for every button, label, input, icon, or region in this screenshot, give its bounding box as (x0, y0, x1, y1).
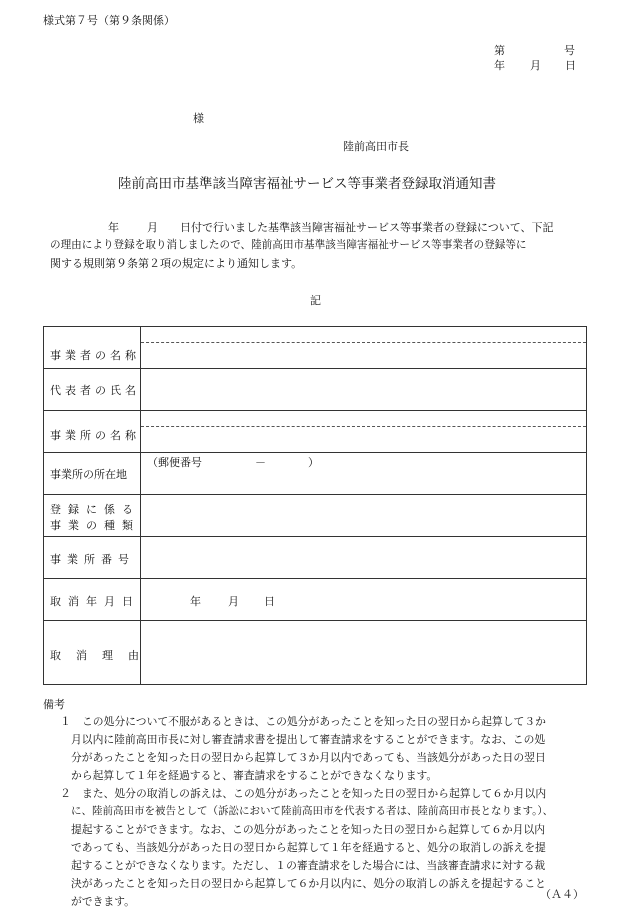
table-row (44, 621, 587, 685)
torikeshi-day-label: 日 (264, 595, 275, 608)
value-jigyousho-number (141, 537, 587, 579)
date-year-label: 年 (494, 59, 505, 72)
issuer-name: 陸前高田市長 (343, 140, 409, 153)
torikeshi-month-label: 月 (228, 595, 239, 608)
ki-heading: 記 (310, 294, 321, 307)
note-2-line: 提起することができます。なお、この処分があったことを知った日の翌日から起算して６か月以内 (71, 823, 546, 836)
value-touroku-jigyou-type (141, 495, 587, 537)
torikeshi-year-label: 年 (190, 595, 201, 608)
note-2-line: また、処分の取消しの訴えは、この処分があったことを知った日の翌日から起算して６か月以内 (82, 787, 547, 800)
addressee-sama: 様 (193, 112, 204, 125)
note-1-line: から起算して１年を経過すると、審査請求をすることができなくなります。 (71, 769, 438, 782)
doc-number-go: 号 (564, 44, 575, 57)
label-daihyousha-name: 代表者の氏名 (44, 369, 141, 411)
label-jigyousha-name: 事業者の名称 (44, 327, 141, 369)
note-1-number: １ (60, 715, 71, 728)
paper-size-label: （Ａ４） (540, 888, 584, 901)
table-row (44, 327, 587, 369)
note-1-line: 月以内に陸前高田市長に対し審査請求書を提出して審査請求をすることができます。なお、この処 (71, 733, 546, 746)
note-2-line: 決があったことを知った日の翌日から起算して６か月以内に、処分の取消しの訴えを提起すること (71, 877, 546, 890)
body-line1-month: 月 (147, 221, 158, 234)
note-2-line: ができます。 (71, 895, 135, 908)
label-jigyousho-number: 事業所番号 (44, 537, 141, 579)
value-torikeshi-date (141, 579, 587, 621)
value-jigyousho-name (141, 411, 587, 453)
table-row (44, 411, 587, 453)
table-row (44, 369, 587, 411)
note-1-line: この処分について不服があるときは、この処分があったことを知った日の翌日から起算して３か (82, 715, 546, 728)
label-torikeshi-reason: 取消理由 (44, 621, 141, 685)
date-month-label: 月 (530, 59, 541, 72)
table-row (44, 537, 587, 579)
form-number: 様式第７号（第９条関係） (43, 14, 175, 27)
postal-code-open: （郵便番号 (147, 456, 202, 469)
postal-code-close: ） (308, 456, 319, 469)
label-jigyousho-name: 事業所の名称 (44, 411, 141, 453)
notes-heading: 備考 (43, 698, 65, 711)
note-2-line: 起することができなくなります。ただし、１の審査請求をした場合には、当該審査請求に対する裁 (71, 859, 546, 872)
value-torikeshi-reason (141, 621, 587, 685)
value-jigyousho-address (141, 453, 587, 495)
body-line3: 関する規則第９条第２項の規定により通知します。 (50, 257, 303, 270)
note-2-line: に、陸前高田市を被告として（訴訟において陸前高田市を代表する者は、陸前高田市長となります。）、 (71, 805, 554, 817)
body-line1-year: 年 (108, 221, 119, 234)
date-day-label: 日 (565, 59, 576, 72)
table-row (44, 453, 587, 495)
table-row (44, 579, 587, 621)
document-title: 陸前高田市基準該当障害福祉サービス等事業者登録取消通知書 (118, 176, 496, 192)
doc-number-dai: 第 (494, 44, 505, 57)
label-torikeshi-date: 取消年月日 (44, 579, 141, 621)
note-2-number: ２ (60, 787, 71, 800)
note-1-line: 分があったことを知った日の翌日から起算して３か月以内であっても、当該処分があった日の翌日 (71, 751, 546, 764)
label-jigyousho-address: 事業所の所在地 (44, 453, 141, 495)
value-daihyousha-name (141, 369, 587, 411)
registration-table (43, 326, 587, 685)
body-line2: の理由により登録を取り消しましたので、陸前高田市基準該当障害福祉サービス等事業者の登録等に (50, 239, 527, 251)
table-row (44, 495, 587, 537)
body-line1-text: 日付で行いました基準該当障害福祉サービス等事業者の登録について、下記 (180, 221, 554, 234)
value-jigyousha-name (141, 327, 587, 369)
note-2-line: であっても、当該処分があった日の翌日から起算して１年を経過すると、処分の取消しの訴えを提 (71, 841, 546, 854)
label-touroku-jigyou-type: 登録に係る 事業の種類 (44, 495, 141, 537)
postal-code-dash: － (255, 456, 266, 469)
